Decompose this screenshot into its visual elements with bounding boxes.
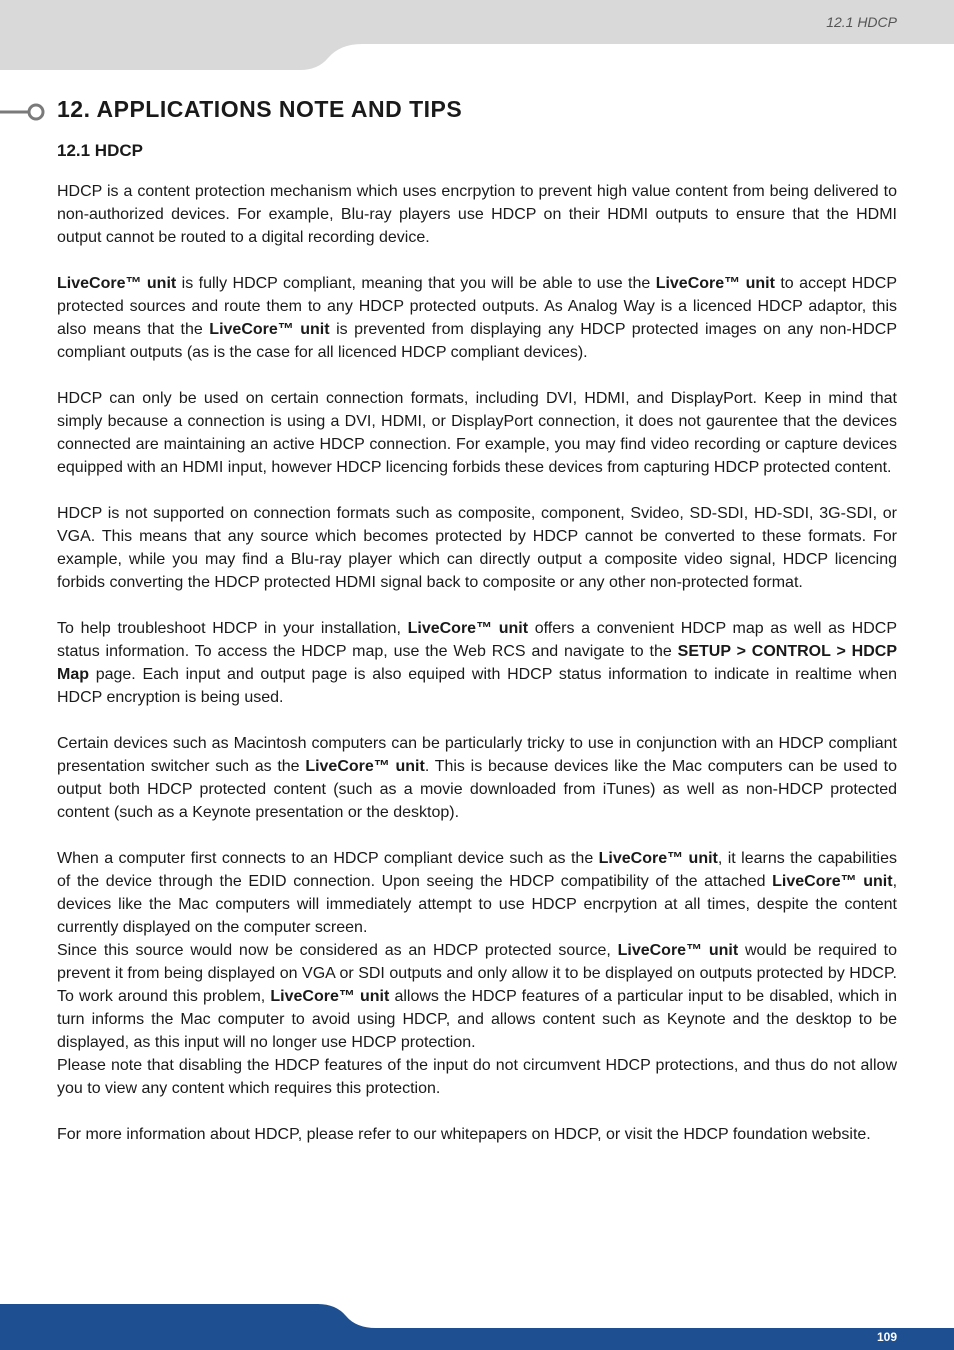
paragraph-9: Please note that disabling the HDCP features of the input do not circumvent HDCP protections, and thus do not allow you to view any content which requires this protection. xyxy=(57,1057,897,1097)
product-name: LiveCore™ unit xyxy=(407,620,529,637)
paragraph-8: Since this source would now be considered as an HDCP protected source, LiveCore™ unit would be required to prevent it from being displayed on VGA or SDI outputs and only allow it to be displayed on outputs protected by HDCP. To work around this problem, LiveCore™ unit allows the HDCP features of a particular input to be disabled, which in turn informs the Mac computer to avoid using HDCP, and allows content such as Keynote and the desktop to be displayed, as this input will no longer use HDCP protection. xyxy=(57,942,898,1051)
paragraph-5: To help troubleshoot HDCP in your installation, LiveCore™ unit offers a convenient HDCP map as well as HDCP status information. To access the HDCP map, use the Web RCS and navigate to the SETUP > CONTROL > HDCP Map page. Each input and output page is also equiped with HDCP status information to indicate in realtime when HDCP encryption is being used. xyxy=(57,620,898,706)
paragraph-2: LiveCore™ unit is fully HDCP compliant, meaning that you will be able to use the LiveCore™ unit to accept HDCP protected sources and route them to any HDCP protected outputs. As Analog Way is a licenced HDCP adaptor, this also means that the LiveCore™ unit is prevented from displaying any HDCP protected images on any non-HDCP compliant outputs (as is the case for all licenced HDCP compliant devices). xyxy=(57,275,898,361)
footer-band xyxy=(0,1304,954,1350)
product-name: LiveCore™ unit xyxy=(772,873,893,890)
paragraph-3: HDCP can only be used on certain connection formats, including DVI, HDMI, and DisplayPort. Keep in mind that simply because a connection is using a DVI, HDMI, or DisplayPort connection, it does not gaurentee that the devices connected are maintaining an active HDCP connection. For example, you may find video recording or capture devices equipped with an HDMI input, however HDCP licencing forbids these devices from capturing HDCP protected content. xyxy=(57,390,897,476)
product-name: LiveCore™ unit xyxy=(209,321,330,338)
product-name: LiveCore™ unit xyxy=(598,850,718,867)
page-title: 12. APPLICATIONS NOTE AND TIPS xyxy=(57,96,463,122)
page-number: 109 xyxy=(876,1330,897,1344)
paragraph-1: HDCP is a content protection mechanism which uses encrpytion to prevent high value content from being delivered to non-authorized devices. For example, Blu-ray players use HDCP on their HDMI outputs to ensure that the HDMI output cannot be routed to a digital recording device. xyxy=(57,183,897,246)
title-bullet-icon xyxy=(0,98,50,126)
product-name: LiveCore™ unit xyxy=(57,275,177,292)
paragraph-10: For more information about HDCP, please refer to our whitepapers on HDCP, or visit the HDCP foundation website. xyxy=(57,1126,871,1143)
header-section-label: 12.1 HDCP xyxy=(826,14,897,30)
section-heading: 12.1 HDCP xyxy=(57,141,143,160)
paragraph-6: Certain devices such as Macintosh computers can be particularly tricky to use in conjunction with an HDCP compliant presentation switcher such as the LiveCore™ unit. This is because devices like the Mac computers can be used to output both HDCP protected content (such as a movie downloaded from iTunes) as well as non-HDCP protected content (such as a Keynote presentation or the desktop). xyxy=(57,735,898,821)
product-name: LiveCore™ unit xyxy=(655,275,775,292)
product-name: LiveCore™ unit xyxy=(305,758,425,775)
paragraph-4: HDCP is not supported on connection formats such as composite, component, Svideo, SD-SDI, HD-SDI, 3G-SDI, or VGA. This means that any source which becomes protected by HDCP cannot be converted to these formats. For example, while you may find a Blu-ray player which can directly output a composite video signal, HDCP licencing forbids converting the HDCP protected HDMI signal back to composite or any other non-protected format. xyxy=(57,505,897,591)
header-band xyxy=(0,0,954,70)
product-name: LiveCore™ unit xyxy=(270,988,390,1005)
paragraph-7: When a computer first connects to an HDCP compliant device such as the LiveCore™ unit, it learns the capabilities of the device through the EDID connection. Upon seeing the HDCP compatibility of the attached LiveCore™ unit, devices like the Mac computers will immediately attempt to use HDCP encrpytion at all times, despite the content currently displayed on the computer screen. xyxy=(57,850,898,936)
product-name: LiveCore™ unit xyxy=(617,942,739,959)
menu-path: SETUP > CONTROL > HDCP Map xyxy=(57,643,898,683)
body-text xyxy=(57,180,897,1146)
